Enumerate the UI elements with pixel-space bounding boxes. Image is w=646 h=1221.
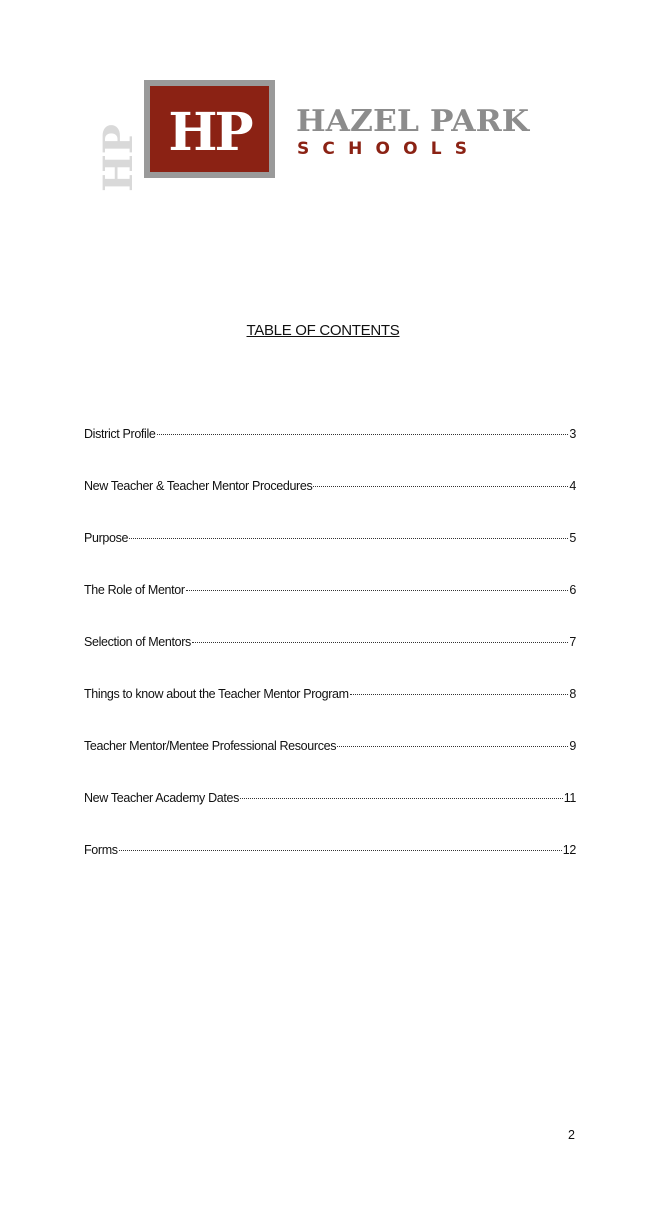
toc-dot-leader	[350, 694, 569, 695]
toc-dot-leader	[119, 850, 562, 851]
toc-entry-label: Things to know about the Teacher Mentor Program	[84, 687, 349, 701]
toc-entry-page: 3	[569, 427, 576, 441]
toc-entry-label: The Role of Mentor	[84, 583, 185, 597]
toc-entry-academy-dates	[84, 791, 576, 843]
toc-entry-page: 6	[569, 583, 576, 597]
toc-entry-page: 11	[563, 791, 576, 805]
toc-entry-label: New Teacher Academy Dates	[84, 791, 239, 805]
toc-entry-label: District Profile	[84, 427, 156, 441]
toc-entry-role-of-mentor	[84, 583, 576, 635]
logo-name-line2: SCHOOLS	[297, 139, 467, 159]
logo-name-line1: HAZEL PARK	[296, 104, 530, 139]
toc-entry-label: New Teacher & Teacher Mentor Procedures	[84, 479, 313, 493]
watermark-monogram	[95, 124, 142, 192]
toc-entry-things-to-know	[84, 687, 576, 739]
toc-entry-procedures	[84, 479, 576, 531]
toc-entry-page: 8	[569, 687, 576, 701]
toc-title: TABLE OF CONTENTS	[246, 322, 400, 339]
toc-entry-professional-resources	[84, 739, 576, 791]
toc-dot-leader	[129, 538, 568, 539]
toc-entry-label: Purpose	[84, 531, 129, 545]
toc-entry-label: Selection of Mentors	[84, 635, 191, 649]
toc-dot-leader	[313, 486, 568, 487]
svg-text:HP: HP	[95, 124, 142, 192]
toc-entry-district-profile	[84, 427, 576, 479]
toc-dot-leader	[337, 746, 568, 747]
toc-entry-label: Forms	[84, 843, 118, 857]
toc-entry-page: 9	[569, 739, 576, 753]
toc-entry-page: 5	[569, 531, 576, 545]
hazel-park-schools-logo	[95, 78, 540, 198]
toc-entry-selection-of-mentors	[84, 635, 576, 687]
toc-list	[84, 427, 576, 895]
toc-dot-leader	[186, 590, 569, 591]
toc-entry-page: 12	[562, 843, 576, 857]
page-number: 2	[568, 1128, 575, 1142]
toc-entry-forms	[84, 843, 576, 895]
toc-dot-leader	[240, 798, 563, 799]
toc-entry-page: 4	[569, 479, 576, 493]
toc-dot-leader	[157, 434, 569, 435]
toc-entry-label: Teacher Mentor/Mentee Professional Resources	[84, 739, 337, 753]
logo-monogram: HP	[168, 102, 251, 163]
toc-dot-leader	[192, 642, 568, 643]
toc-entry-purpose	[84, 531, 576, 583]
toc-entry-page: 7	[569, 635, 576, 649]
